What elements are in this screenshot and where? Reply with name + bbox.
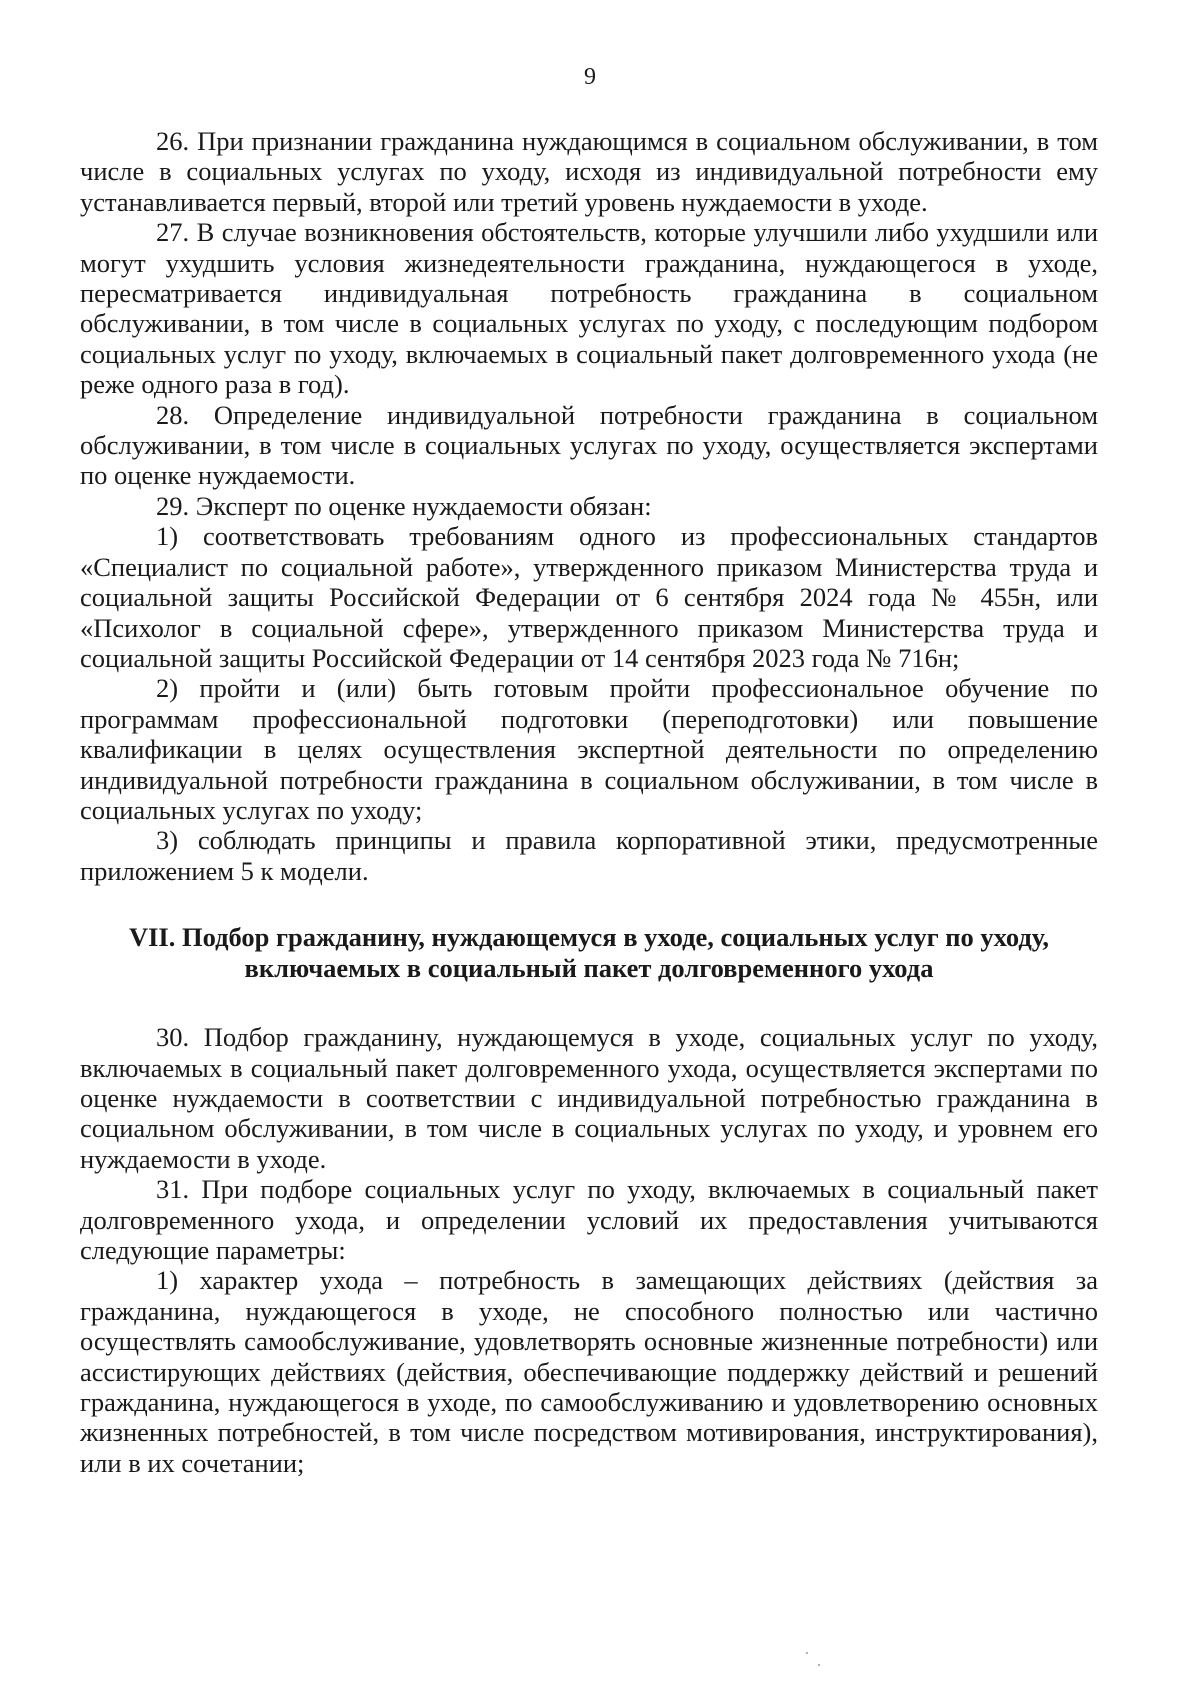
page-number: 9 bbox=[584, 64, 596, 90]
paragraph-29: 29. Эксперт по оценке нуждаемости обязан: bbox=[156, 490, 652, 521]
document-body bbox=[80, 126, 1098, 1478]
scan-speck bbox=[818, 1664, 820, 1666]
paragraph-29-item-3: 3) соблюдать принципы и правила корпоративной этики, предусмотренные приложением 5 к модели. bbox=[80, 825, 1098, 886]
scan-speck bbox=[806, 1652, 808, 1654]
paragraph-31: 31. При подборе социальных услуг по уходу, включаемых в социальный пакет долговременного ухода, и определении условий их предоставления учитываются следующие параметры: bbox=[80, 1174, 1098, 1265]
section-heading-line-2: включаемых в социальный пакет долговременного ухода bbox=[244, 953, 934, 984]
paragraph-29-item-1: 1) соответствовать требованиям одного из профессиональных стандартов «Специалист по социальной работе», утвержденного приказом Министерства труда и социальной защиты Российской Федерации от 6 сентября 2024 года № 455н, или «Психолог в социальной сфере», утвержденного приказом Министерства труда и социальной защиты Российской Федерации от 14 сентября 2023 года № 716н; bbox=[80, 521, 1098, 673]
paragraph-29-item-2: 2) пройти и (или) быть готовым пройти профессиональное обучение по программам профессиональной подготовки (переподготовки) или повышение квалификации в целях осуществления экспертной деятельности по определению индивидуальной потребности гражданина в социальном обслуживании, в том числе в социальных услугах по уходу; bbox=[80, 673, 1098, 825]
paragraph-31-item-1: 1) характер ухода – потребность в замещающих действиях (действия за гражданина, нуждающегося в уходе, не способного полностью или частично осуществлять самообслуживание, удовлетворять основные жизненные потребности) или ассистирующих действиях (действия, обеспечивающие поддержку действий и решений гражданина, нуждающегося в уходе, по самообслуживанию и удовлетворению основных жизненных потребностей, в том числе посредством мотивирования, инструктирования), или в их сочетании; bbox=[80, 1265, 1098, 1478]
section-heading-line-1: VII. Подбор гражданину, нуждающемуся в уходе, социальных услуг по уходу, bbox=[128, 922, 1049, 953]
paragraph-26: 26. При признании гражданина нуждающимся в социальном обслуживании, в том числе в социальных услугах по уходу, исходя из индивидуальной потребности ему устанавливается первый, второй или третий уровень нуждаемости в уходе. bbox=[80, 126, 1098, 217]
paragraph-28: 28. Определение индивидуальной потребности гражданина в социальном обслуживании, в том числе в социальных услугах по уходу, осуществляется экспертами по оценке нуждаемости. bbox=[80, 399, 1098, 491]
section-heading-vii bbox=[80, 922, 1098, 984]
paragraph-27: 27. В случае возникновения обстоятельств, которые улучшили либо ухудшили или могут ухудшить условия жизнедеятельности гражданина, нуждающегося в уходе, пересматривается индивидуальная потребность гражданина в социальном обслуживании, в том числе в социальных услугах по уходу, с последующим подбором социальных услуг по уходу, включаемых в социальный пакет долговременного ухода (не реже одного раза в год). bbox=[80, 217, 1098, 400]
paragraph-30: 30. Подбор гражданину, нуждающемуся в уходе, социальных услуг по уходу, включаемых в социальный пакет долговременного ухода, осуществляется экспертами по оценке нуждаемости в соответствии с индивидуальной потребностью гражданина в социальном обслуживании, в том числе в социальных услугах по уходу, и уровнем его нуждаемости в уходе. bbox=[80, 1022, 1098, 1174]
